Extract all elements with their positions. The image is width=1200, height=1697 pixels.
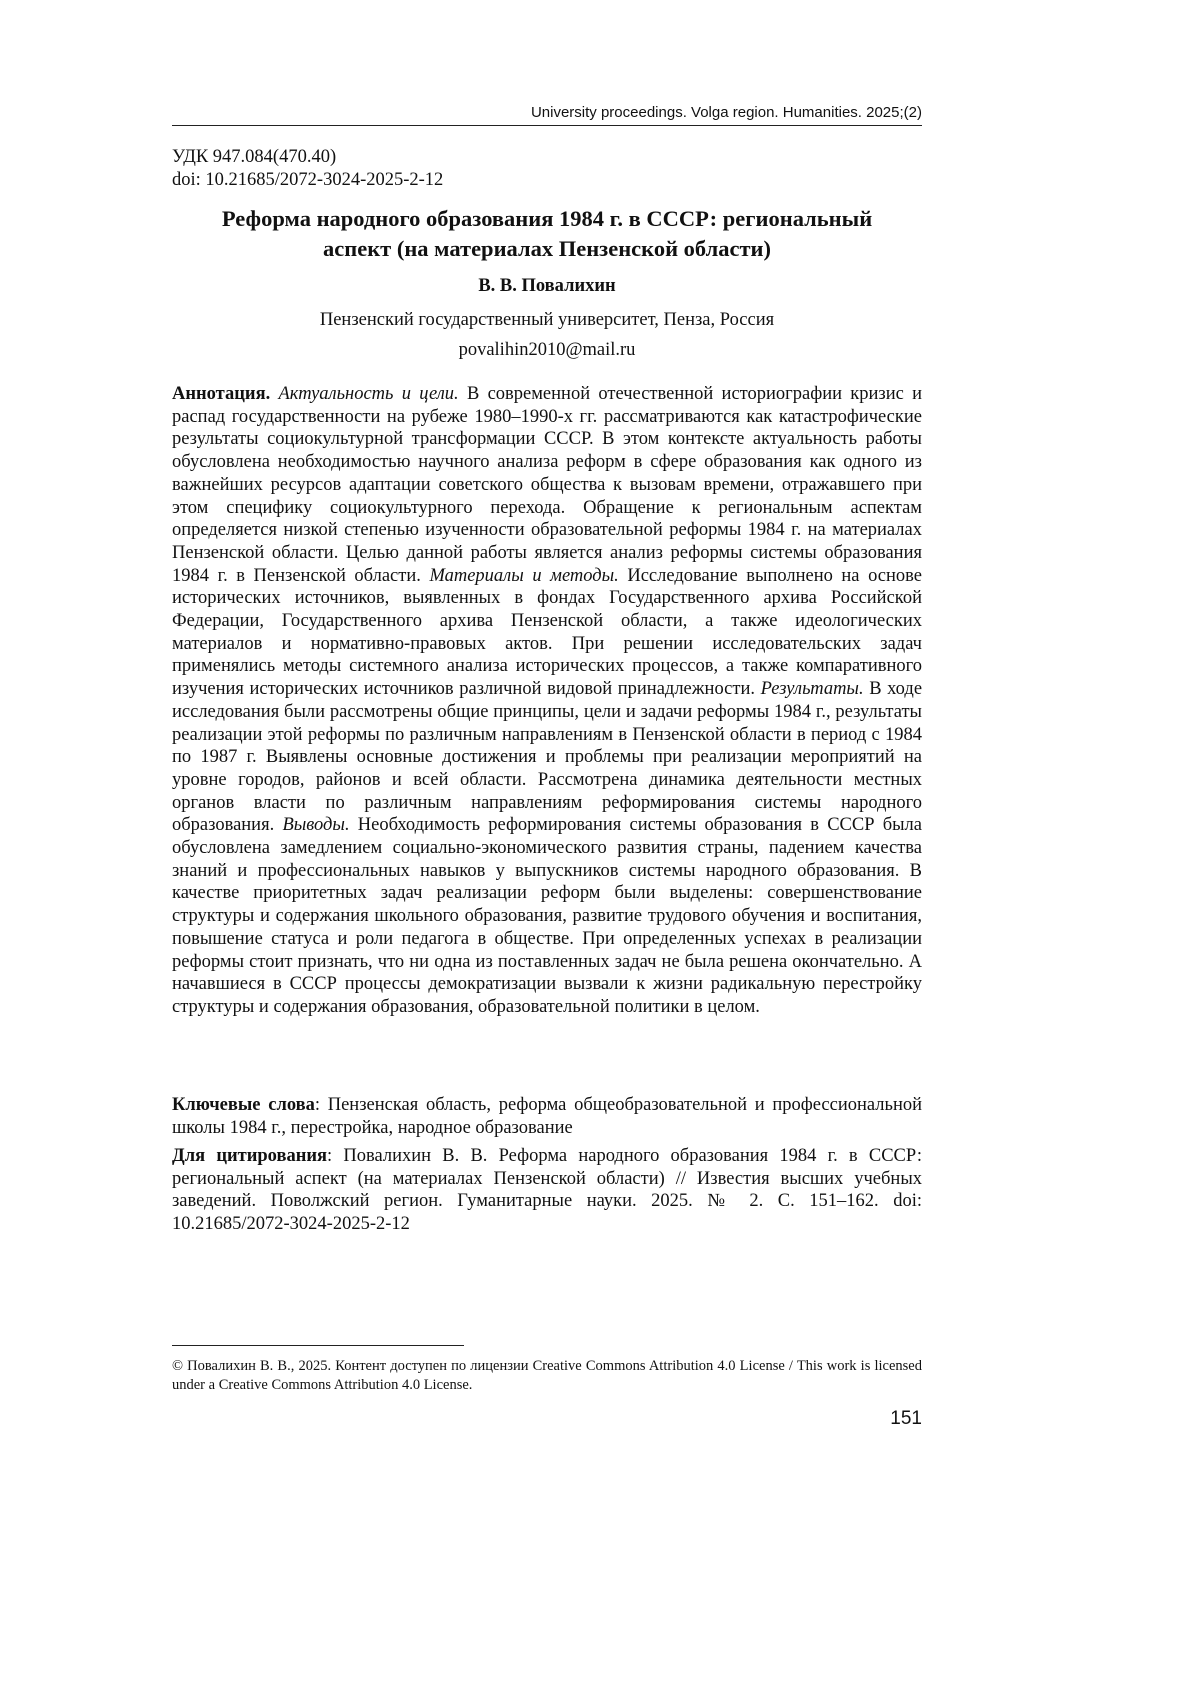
keywords-text: : Пензенская область, реформа общеобразовательной и профессиональной школы 1984 г., перестройка, народное образование (172, 1095, 922, 1138)
abstract-heading-methods: Материалы и методы. (429, 565, 619, 586)
abstract-label: Аннотация. (172, 384, 271, 404)
abstract-heading-conclusions: Выводы. (282, 815, 350, 836)
abstract-text-methods: Исследование выполнено на основе исторических источников, выявленных в фондах Государственного архива Российской Федерации, Государственного архива Пензенской области, а также идеологических материалов и нормативно-правовых актов. При решении исследовательских задач применялись методы системного анализа исторических процессов, а также компаративного изучения исторических источников различной видовой принадлежности. (172, 565, 922, 700)
running-head: University proceedings. Volga region. Humanities. 2025;(2) (530, 104, 922, 121)
citation (172, 1145, 922, 1236)
keywords (172, 1094, 922, 1139)
author-email[interactable]: povalihin2010@mail.ru (458, 340, 636, 360)
page-number: 151 (890, 1408, 922, 1429)
article-meta (172, 146, 443, 192)
title-line-1: Реформа народного образования 1984 г. в СССР: региональный (221, 206, 873, 231)
abstract-text-conclusions: Необходимость реформирования системы образования в СССР была обусловлена замедлением социально-экономического развития страны, падением качества знаний и профессиональных навыков у выпускников системы народного образования. В качестве приоритетных задач реализации реформ были выделены: совершенствование структуры и содержания школьного образования, развитие трудового обучения и воспитания, повышение статуса и роли педагога в обществе. При определенных успехах в реализации реформы стоит признать, что ни одна из поставленных задач не была решена окончательно. А начавшиеся в СССР процессы демократизации вызвали к жизни радикальную перестройку структуры и содержания образования, образовательной политики в целом. (172, 815, 923, 1017)
footnote-rule (172, 1345, 464, 1346)
title-line-2: аспект (на материалах Пензенской области) (323, 236, 771, 261)
doi: doi: 10.21685/2072-3024-2025-2-12 (172, 170, 444, 190)
abstract-text-relevance: В современной отечественной историографии кризис и распад государственности на рубеже 1980–1990-х гг. рассматриваются как катастрофические результаты социокультурной трансформации СССР. В этом контексте актуальность работы обусловлена необходимостью научного анализа реформ в сфере образования как одного из важнейших ресурсов адаптации советского общества к вызовам времени, отражавшего при этом специфику социокультурного перехода. Обращение к региональным аспектам определяется низкой степенью изученности образовательной реформы 1984 г. на материалах Пензенской области. Целью данной работы является анализ реформы системы образования 1984 г. в Пензенской области. (172, 384, 922, 586)
citation-label: Для цитирования (172, 1146, 328, 1166)
abstract-heading-results: Результаты. (760, 679, 864, 700)
keywords-label: Ключевые слова (172, 1095, 315, 1115)
abstract (172, 383, 922, 1019)
udc-code: УДК 947.084(470.40) (172, 147, 337, 167)
article-title (172, 204, 922, 264)
header-rule (172, 125, 922, 126)
license-footnote: © Повалихин В. В., 2025. Контент доступен по лицензии Creative Commons Attribution 4.0 License / This work is licensed under a Creative Commons Attribution 4.0 License. (172, 1358, 922, 1393)
abstract-text-results: В ходе исследования были рассмотрены общие принципы, цели и задачи реформы 1984 г., результаты реализации этой реформы по различным направлениям в Пензенской области в период с 1984 по 1987 г. Выявлены основные достижения и проблемы при реализации мероприятий на уровне городов, районов и всей области. Рассмотрена динамика деятельности местных органов власти по различным направлениям реформирования системы народного образования. (172, 679, 923, 836)
abstract-heading-relevance: Актуальность и цели. (278, 384, 459, 404)
citation-text: : Повалихин В. В. Реформа народного образования 1984 г. в СССР: региональный аспект (на материалах Пензенской области) // Известия высших учебных заведений. Поволжский регион. Гуманитарные науки. 2025. № 2. С. 151–162. doi: 10.21685/2072-3024-2025-2-12 (172, 1146, 922, 1235)
author-affiliation: Пензенский государственный университет, Пенза, Россия (319, 310, 775, 330)
author-name: В. В. Повалихин (478, 276, 616, 296)
